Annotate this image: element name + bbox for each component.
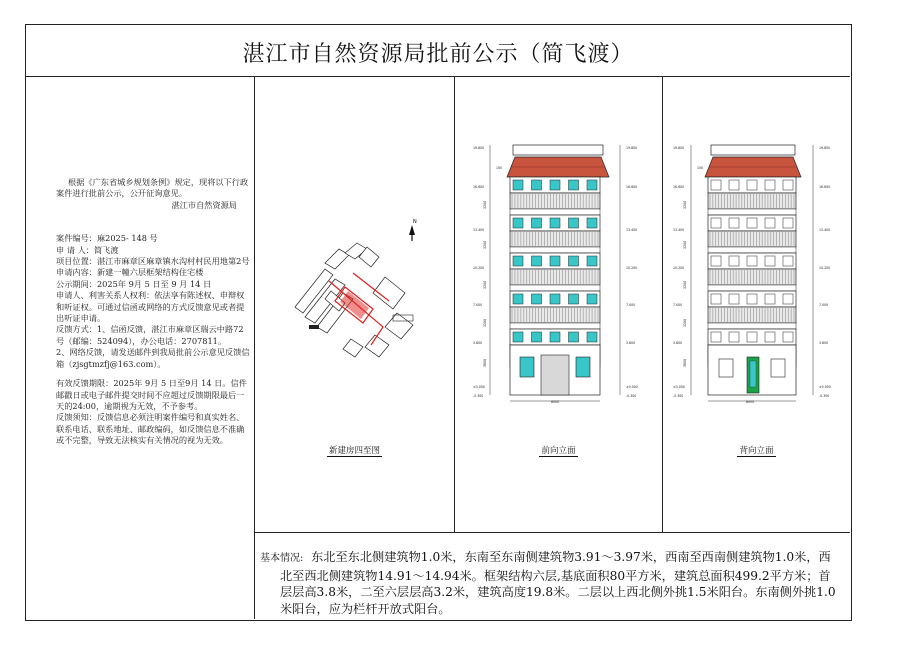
front-floor-window-2-2 (550, 256, 560, 266)
back-floor-window-3-1 (729, 294, 739, 304)
front-floor-window-4-3 (569, 332, 579, 342)
back-floor-window-1-3 (765, 218, 775, 228)
basic-info-content: 东北至东北侧建筑物1.0米，东南至东南侧建筑物3.91～3.97米，西南至西南侧建筑物1.0米，西北至西北侧建筑物14.91～14.94米。框架结构六层,基底面积80平方米，建筑总面积499.2平方米；首层层高3.8米，二至六层层高3.2米，建筑高度19.8米。二层以上西北侧外挑1.5米阳台。东南侧外挑1.0米阳台，应为栏杆开放式阳台。 (280, 550, 836, 616)
front-elevation-cell (455, 77, 663, 532)
front-floor-window-4-1 (532, 332, 542, 342)
front-floor-window-4-2 (550, 332, 560, 342)
front-floor-window-3-3 (569, 294, 579, 304)
front-floor-slab-3 (510, 323, 600, 329)
back-elev-0-r: ±0.000 (819, 385, 831, 389)
back-floor-window-0-3 (765, 180, 775, 190)
back-elev-top-left: 19.800 (673, 146, 685, 150)
back-floor-slab-1 (708, 247, 796, 253)
front-dim-width: 8000 (551, 400, 560, 404)
notice-frame (25, 24, 852, 621)
back-floors (708, 177, 796, 367)
front-dim-3200-d: 3200 (483, 318, 487, 327)
front-elevation-label: 前向立面 (541, 446, 576, 456)
back-floor-window-1-0 (711, 218, 721, 228)
front-floor-balcony-1 (510, 231, 600, 247)
back-floor-window-2-3 (765, 256, 775, 266)
front-elev-13400: 13.400 (473, 228, 485, 232)
front-floor-window-4-4 (587, 332, 597, 342)
front-floor-slab-2 (510, 285, 600, 291)
page-title: 湛江市自然资源局批前公示（简飞渡） (242, 42, 634, 67)
front-elevation-drawing (455, 77, 663, 457)
back-floor-window-3-0 (711, 294, 721, 304)
back-floor-slab-3 (708, 323, 796, 329)
back-floor-window-0-4 (783, 180, 793, 190)
front-floor-balcony-3 (510, 307, 600, 323)
back-elev-3800-r: 3.800 (819, 341, 829, 345)
back-floor-window-3-2 (747, 294, 757, 304)
front-dim-3200-b: 3200 (483, 240, 487, 249)
applicant-rights: 申请人、利害关系人权利：依法享有陈述权、申辩权和听证权。可通过信函或网络的方式反馈意见或者提出听证申请。 (56, 290, 245, 324)
front-elev-0-r: ±0.000 (626, 385, 638, 389)
front-elev-10200-r: 10.200 (626, 266, 638, 270)
back-elev-neg: -0.300 (673, 394, 684, 398)
front-dim-3200-c: 3200 (483, 280, 487, 289)
back-elev-neg-r: -0.300 (819, 394, 830, 398)
back-elev-3800: 3.800 (673, 341, 683, 345)
back-floor-window-1-4 (783, 218, 793, 228)
back-floor-window-1-2 (747, 218, 757, 228)
feedback-method-2: 2、网络反馈，请发送邮件到我局批前公示意见反馈信箱（zjsgtmzfj@163.com）。 (56, 347, 250, 369)
back-floor-window-3-3 (765, 294, 775, 304)
back-elev-16600: 16.600 (673, 185, 685, 189)
front-elev-16600: 16.600 (473, 185, 485, 189)
back-dim-width: 8000 (746, 400, 755, 404)
back-elev-10200: 10.200 (673, 266, 685, 270)
back-elev-13400-r: 13.400 (819, 228, 831, 232)
front-floor-window-1-4 (587, 218, 597, 228)
back-elev-top-right: 19.800 (819, 146, 831, 150)
back-floor-slab-0 (708, 209, 796, 215)
back-elev-13400: 13.400 (673, 228, 685, 232)
site-plan-label: 新建房四至图 (328, 446, 380, 456)
front-floor-window-0-1 (532, 180, 542, 190)
back-elevation-cell (663, 77, 850, 532)
front-floors (510, 177, 600, 367)
application-content: 申请内容：新建一幢六层框架结构住宅楼 (56, 267, 204, 278)
front-floor-window-0-4 (587, 180, 597, 190)
drawings-row (255, 77, 850, 532)
back-floor-window-0-0 (711, 180, 721, 190)
front-elev-7000-r: 7.000 (626, 303, 636, 307)
basic-info-panel (255, 532, 850, 619)
back-floor-window-4-2 (747, 332, 757, 342)
back-floor-window-2-1 (729, 256, 739, 266)
front-floor-window-3-4 (587, 294, 597, 304)
back-dim-3200-d: 3200 (683, 318, 687, 327)
back-elev-7000: 7.000 (673, 303, 683, 307)
notice-issuer: 湛江市自然资源局 (171, 199, 237, 210)
back-floor-window-0-2 (747, 180, 757, 190)
back-floor-window-4-3 (765, 332, 775, 342)
front-elev-neg-r: -0.300 (626, 394, 637, 398)
back-floor-window-2-0 (711, 256, 721, 266)
back-floor-balcony-0 (708, 193, 796, 209)
notice-panel (26, 77, 255, 619)
front-elev-16600-r: 16.600 (626, 185, 638, 189)
front-elev-neg: -0.300 (473, 394, 484, 398)
notice-text (56, 177, 251, 447)
basic-info-text (260, 549, 842, 617)
back-floor-balcony-3 (708, 307, 796, 323)
front-floor-window-1-1 (532, 218, 542, 228)
back-floor-window-4-0 (711, 332, 721, 342)
front-floor-window-0-0 (513, 180, 523, 190)
front-elev-13400-r: 13.400 (626, 228, 638, 232)
back-dim-3200-a: 3200 (683, 200, 687, 209)
site-plan-drawing (255, 77, 455, 457)
back-floor-window-4-1 (729, 332, 739, 342)
front-dim-150: 150 (496, 166, 503, 170)
front-floor-window-1-0 (513, 218, 523, 228)
site-plan-cell (255, 77, 455, 532)
feedback-requirements: 反馈须知：反馈信息必须注明案件编号和真实姓名、联系电话、联系地址、邮政编码，如反馈信息不准确或不完整，导致无法核实有关情况的视为无效。 (56, 412, 245, 446)
back-floor-window-2-2 (747, 256, 757, 266)
front-floor-window-3-0 (513, 294, 523, 304)
back-floor-window-0-1 (729, 180, 739, 190)
back-elev-16600-r: 16.600 (819, 185, 831, 189)
back-floor-window-1-1 (729, 218, 739, 228)
front-elev-10200: 10.200 (473, 266, 485, 270)
notice-intro: 根据《广东省城乡规划条例》规定，现将以下行政案件进行批前公示，公开征询意见。 (56, 177, 249, 199)
basic-info-lead: 基本情况: (260, 553, 304, 564)
front-floor-balcony-0 (510, 193, 600, 209)
front-elev-top-left: 19.800 (473, 146, 485, 150)
back-dim-3200-b: 3200 (683, 240, 687, 249)
back-floor-balcony-1 (708, 231, 796, 247)
front-floor-balcony-2 (510, 269, 600, 285)
applicant: 申 请 人：简飞渡 (56, 244, 119, 255)
back-floor-window-2-4 (783, 256, 793, 266)
back-dim-3800: 3800 (683, 358, 687, 367)
front-elev-top-right: 19.800 (626, 146, 638, 150)
back-elev-0: ±0.000 (673, 385, 685, 389)
front-floor-window-2-1 (532, 256, 542, 266)
front-floor-window-0-3 (569, 180, 579, 190)
back-floor-slab-2 (708, 285, 796, 291)
front-floor-window-2-0 (513, 256, 523, 266)
back-floor-balcony-2 (708, 269, 796, 285)
front-floor-window-2-3 (569, 256, 579, 266)
front-dim-3800: 3800 (483, 358, 487, 367)
notice-period: 公示期间：2025年 9月 5 日至 9 月 14 日 (56, 278, 212, 289)
front-floor-window-1-2 (550, 218, 560, 228)
north-label: N (413, 219, 417, 225)
front-floor-window-4-0 (513, 332, 523, 342)
front-floor-window-3-1 (532, 294, 542, 304)
front-floor-window-0-2 (550, 180, 560, 190)
back-dim-3200-c: 3200 (683, 280, 687, 289)
title-bar (26, 25, 850, 77)
back-floor-window-3-4 (783, 294, 793, 304)
front-floor-slab-1 (510, 247, 600, 253)
front-floor-slab-0 (510, 209, 600, 215)
front-elev-7000: 7.000 (473, 303, 483, 307)
valid-feedback-period: 有效反馈期限：2025年 9月 5 日至9月 14 日。信件邮戳日或电子邮件提交时间不应超过反馈期限最后一天的24:00，逾期视为无效，不予参考。 (56, 378, 247, 411)
front-elev-0: ±0.000 (473, 385, 485, 389)
back-elev-7000-r: 7.000 (819, 303, 829, 307)
front-floor-window-2-4 (587, 256, 597, 266)
feedback-method-1: 反馈方式：1、信函反馈，湛江市麻章区瑞云中路72号（邮编：524094），办公电话：2707811。 (56, 324, 244, 346)
back-elevation-label: 背向立面 (739, 446, 774, 456)
case-number: 案件编号：麻2025- 148 号 (56, 233, 158, 244)
back-elev-10200-r: 10.200 (819, 266, 831, 270)
front-floor-window-3-2 (550, 294, 560, 304)
north-arrow-icon (409, 225, 415, 241)
project-location: 项目位置：湛江市麻章区麻章镇水沟村村民用地第2号 (56, 256, 250, 267)
front-dim-3200-a: 3200 (483, 200, 487, 209)
back-floor-window-4-4 (783, 332, 793, 342)
front-floor-window-1-3 (569, 218, 579, 228)
front-elev-3800: 3.800 (473, 341, 483, 345)
front-elev-3800-r: 3.800 (626, 341, 636, 345)
back-dim-150: 150 (697, 166, 704, 170)
back-elevation-drawing (663, 77, 850, 457)
